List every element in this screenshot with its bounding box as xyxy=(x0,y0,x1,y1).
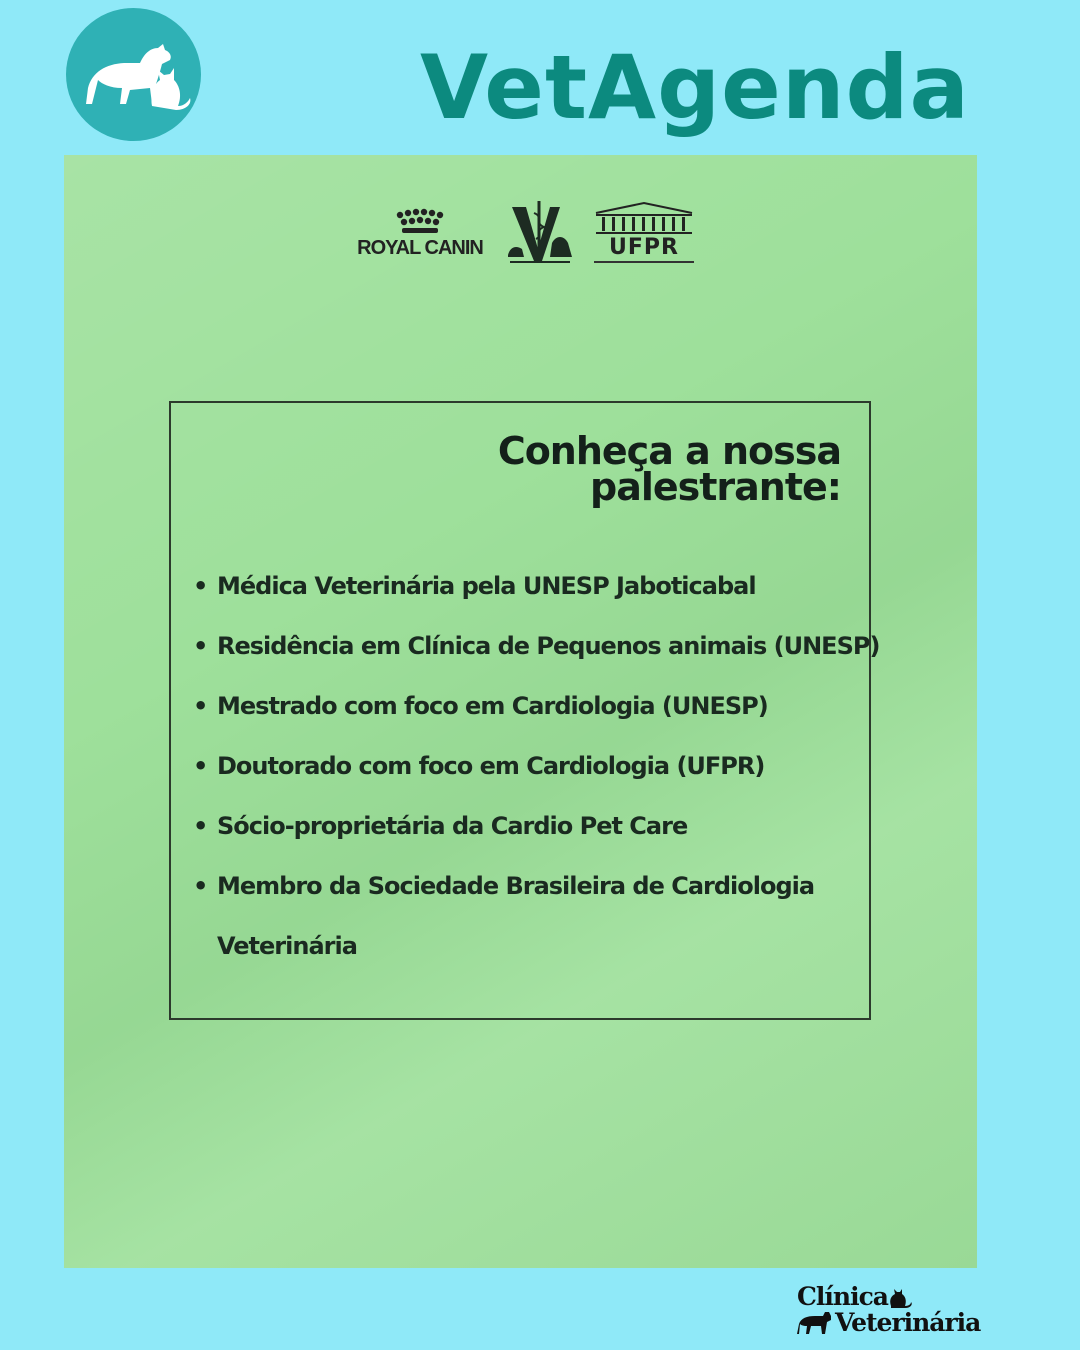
footer-line-1: Clínica xyxy=(797,1282,888,1311)
credentials-list xyxy=(193,571,879,991)
ufpr-underline xyxy=(594,261,694,263)
ufpr-logo xyxy=(594,201,694,267)
clinica-veterinaria-logo xyxy=(797,1282,981,1338)
dog-and-cat-icon xyxy=(66,8,201,141)
list-item: • Sócio-proprietária da Cardio Pet Care xyxy=(193,811,879,841)
list-item: • Médica Veterinária pela UNESP Jaboticabal xyxy=(193,571,879,601)
royal-canin-logo xyxy=(350,207,490,265)
ufpr-text: UFPR xyxy=(609,235,679,260)
speaker-info-box xyxy=(169,401,880,1020)
headline xyxy=(497,429,841,509)
list-item: • Membro da Sociedade Brasileira de Cardiologia xyxy=(193,871,879,901)
brand-logo xyxy=(66,8,201,141)
dog-icon xyxy=(797,1310,833,1336)
headline-line-2: palestrante: xyxy=(590,465,841,509)
cat-icon xyxy=(887,1288,913,1308)
vet-emblem-icon xyxy=(504,199,578,269)
headline-line-1: Conheça a nossa xyxy=(497,429,841,473)
building-icon xyxy=(594,201,694,235)
list-item: • Mestrado com foco em Cardiologia (UNESP) xyxy=(193,691,879,721)
crown-icon xyxy=(390,207,450,237)
list-item-continuation: Veterinária xyxy=(217,932,357,960)
flyer-card xyxy=(64,155,977,1268)
app-title: VetAgenda xyxy=(420,36,970,139)
list-item: • Residência em Clínica de Pequenos animais (UNESP) xyxy=(193,631,879,661)
royal-canin-text: ROYAL CANIN xyxy=(357,237,483,259)
list-item: • Doutorado com foco em Cardiologia (UFPR) xyxy=(193,751,879,781)
footer-line-2: Veterinária xyxy=(835,1308,981,1337)
